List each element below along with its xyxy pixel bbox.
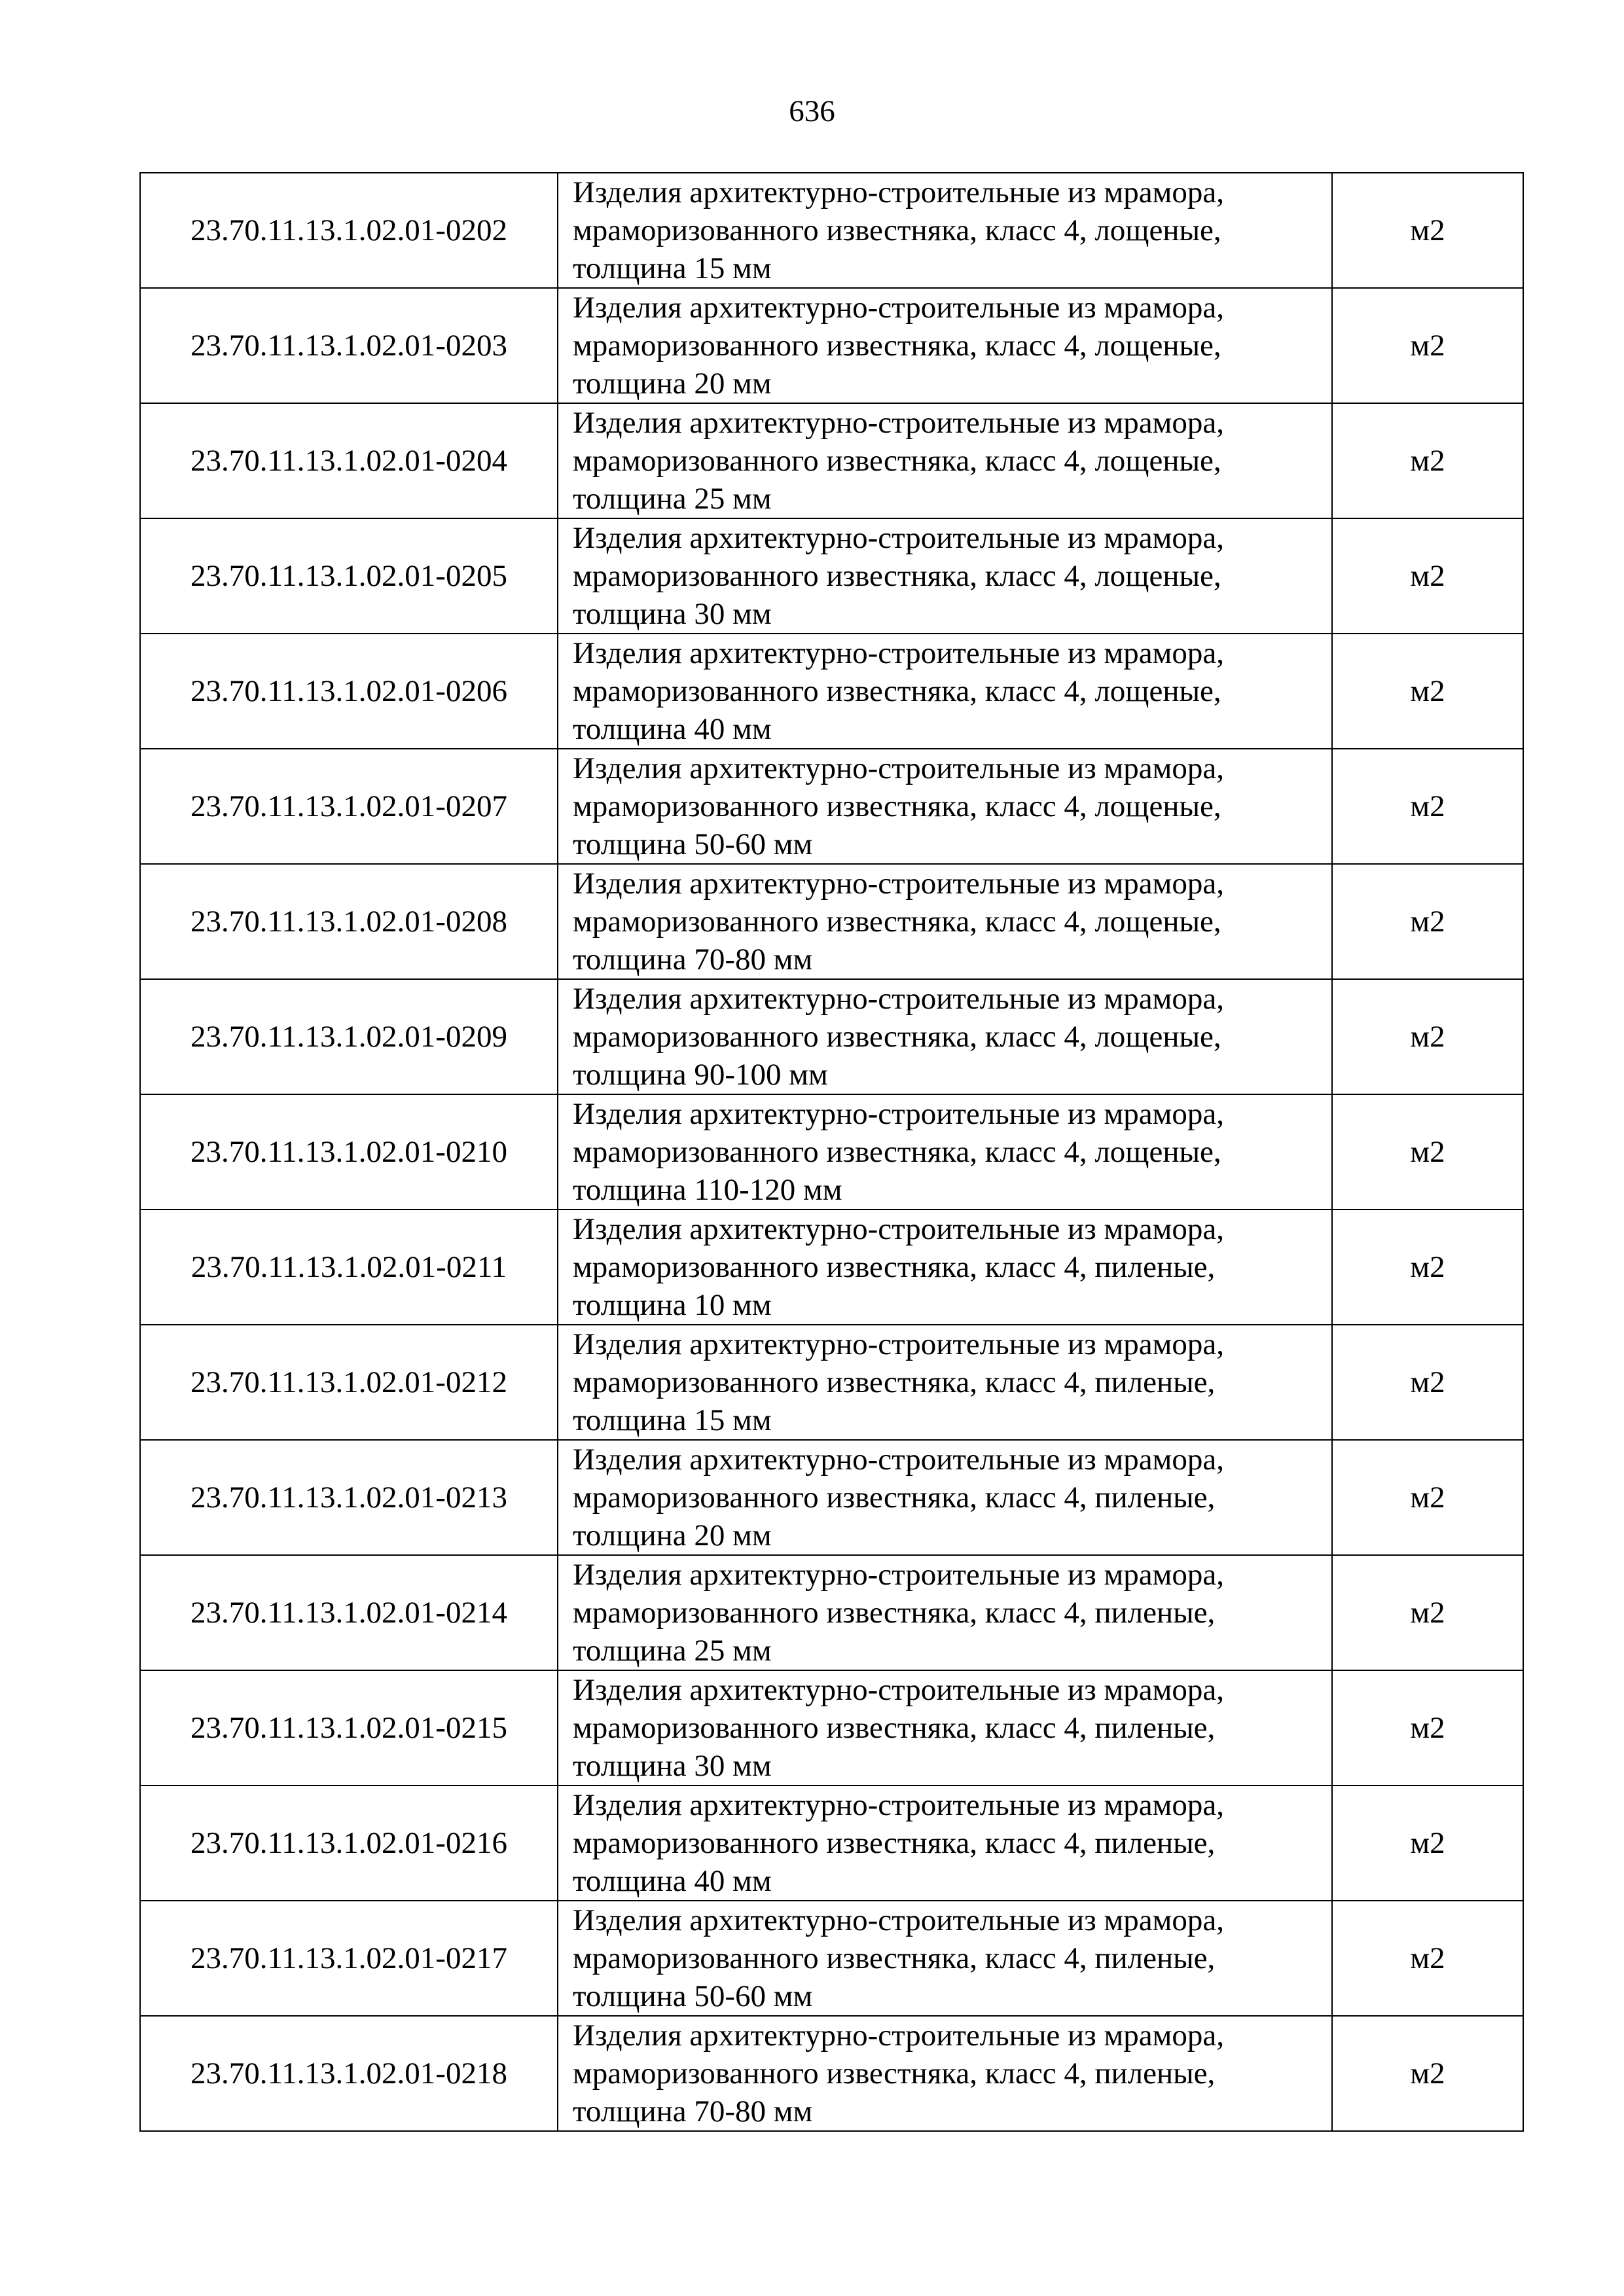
resource-name-line: толщина 15 мм bbox=[573, 1403, 772, 1437]
resource-name-line: толщина 70-80 мм bbox=[573, 942, 813, 977]
resource-name-line: толщина 25 мм bbox=[573, 1634, 772, 1668]
resource-name-line: мраморизованного известняка, класс 4, лощеные, bbox=[573, 329, 1221, 363]
table-row bbox=[140, 2016, 1523, 2131]
resource-code-cell: 23.70.11.13.1.02.01-0213 bbox=[140, 1440, 558, 1555]
table-row bbox=[140, 403, 1523, 518]
table-row bbox=[140, 979, 1523, 1094]
table-row bbox=[140, 1555, 1523, 1670]
table-row bbox=[140, 1901, 1523, 2016]
resource-name-line: толщина 50-60 мм bbox=[573, 827, 813, 861]
table-row bbox=[140, 864, 1523, 979]
resource-name-line: толщина 90-100 мм bbox=[573, 1058, 828, 1092]
resource-name-cell bbox=[558, 1440, 1332, 1555]
resource-name-cell bbox=[558, 288, 1332, 403]
resource-name-cell bbox=[558, 749, 1332, 864]
resource-name-cell bbox=[558, 1094, 1332, 1210]
resource-code-cell: 23.70.11.13.1.02.01-0211 bbox=[140, 1210, 558, 1325]
resource-name-line: мраморизованного известняка, класс 4, лощеные, bbox=[573, 213, 1221, 247]
resource-name-line: толщина 30 мм bbox=[573, 1749, 772, 1783]
resource-name-line: толщина 25 мм bbox=[573, 482, 772, 516]
unit-cell: м2 bbox=[1332, 979, 1523, 1094]
table-row bbox=[140, 1094, 1523, 1210]
table-row bbox=[140, 1325, 1523, 1440]
resource-name-line: мраморизованного известняка, класс 4, лощеные, bbox=[573, 1135, 1221, 1169]
resource-code-cell: 23.70.11.13.1.02.01-0210 bbox=[140, 1094, 558, 1210]
page-number: 636 bbox=[789, 94, 835, 128]
resource-code-cell: 23.70.11.13.1.02.01-0204 bbox=[140, 403, 558, 518]
resource-name-line: мраморизованного известняка, класс 4, пиленые, bbox=[573, 1480, 1216, 1515]
resource-code-cell: 23.70.11.13.1.02.01-0214 bbox=[140, 1555, 558, 1670]
resource-name-line: толщина 70-80 мм bbox=[573, 2094, 813, 2128]
resource-name-cell bbox=[558, 2016, 1332, 2131]
resource-name-line: Изделия архитектурно-строительные из мрамора, bbox=[573, 291, 1224, 325]
resource-name-line: Изделия архитектурно-строительные из мрамора, bbox=[573, 1558, 1224, 1592]
resource-name-line: мраморизованного известняка, класс 4, лощеные, bbox=[573, 444, 1221, 478]
resource-name-line: мраморизованного известняка, класс 4, лощеные, bbox=[573, 789, 1221, 823]
resource-name-cell bbox=[558, 1325, 1332, 1440]
resource-name-line: толщина 50-60 мм bbox=[573, 1979, 813, 2013]
resource-code-cell: 23.70.11.13.1.02.01-0218 bbox=[140, 2016, 558, 2131]
resource-name-line: мраморизованного известняка, класс 4, лощеные, bbox=[573, 905, 1221, 939]
table-row bbox=[140, 1785, 1523, 1901]
resource-name-line: мраморизованного известняка, класс 4, пиленые, bbox=[573, 1250, 1216, 1284]
resource-name-cell bbox=[558, 1210, 1332, 1325]
table-row bbox=[140, 1670, 1523, 1785]
resource-name-line: мраморизованного известняка, класс 4, пиленые, bbox=[573, 1596, 1216, 1630]
resource-name-line: Изделия архитектурно-строительные из мрамора, bbox=[573, 751, 1224, 785]
resource-name-line: Изделия архитектурно-строительные из мрамора, bbox=[573, 1212, 1224, 1246]
unit-cell: м2 bbox=[1332, 634, 1523, 749]
unit-cell: м2 bbox=[1332, 288, 1523, 403]
resource-code-cell: 23.70.11.13.1.02.01-0217 bbox=[140, 1901, 558, 2016]
resource-name-line: Изделия архитектурно-строительные из мрамора, bbox=[573, 406, 1224, 440]
unit-cell: м2 bbox=[1332, 1094, 1523, 1210]
resource-code-cell: 23.70.11.13.1.02.01-0215 bbox=[140, 1670, 558, 1785]
resource-name-line: Изделия архитектурно-строительные из мрамора, bbox=[573, 521, 1224, 555]
resource-name-cell bbox=[558, 1901, 1332, 2016]
resource-code-cell: 23.70.11.13.1.02.01-0208 bbox=[140, 864, 558, 979]
resource-code-cell: 23.70.11.13.1.02.01-0202 bbox=[140, 173, 558, 288]
resource-name-line: мраморизованного известняка, класс 4, лощеные, bbox=[573, 674, 1221, 708]
resource-name-line: Изделия архитектурно-строительные из мрамора, bbox=[573, 2018, 1224, 2053]
resource-name-line: Изделия архитектурно-строительные из мрамора, bbox=[573, 1673, 1224, 1707]
resource-name-cell bbox=[558, 1785, 1332, 1901]
table-row bbox=[140, 173, 1523, 288]
resource-code-cell: 23.70.11.13.1.02.01-0212 bbox=[140, 1325, 558, 1440]
unit-cell: м2 bbox=[1332, 1901, 1523, 2016]
resource-name-cell bbox=[558, 979, 1332, 1094]
resource-name-cell bbox=[558, 403, 1332, 518]
resource-name-line: мраморизованного известняка, класс 4, пиленые, bbox=[573, 2056, 1216, 2090]
resource-name-line: Изделия архитектурно-строительные из мрамора, bbox=[573, 1097, 1224, 1131]
resource-name-line: Изделия архитектурно-строительные из мрамора, bbox=[573, 867, 1224, 901]
unit-cell: м2 bbox=[1332, 1440, 1523, 1555]
resource-code-cell: 23.70.11.13.1.02.01-0207 bbox=[140, 749, 558, 864]
resource-name-line: мраморизованного известняка, класс 4, пиленые, bbox=[573, 1941, 1216, 1975]
table-row bbox=[140, 518, 1523, 634]
resource-name-line: мраморизованного известняка, класс 4, пиленые, bbox=[573, 1711, 1216, 1745]
table-row bbox=[140, 288, 1523, 403]
resource-name-cell bbox=[558, 173, 1332, 288]
resource-name-cell bbox=[558, 1670, 1332, 1785]
resource-name-line: толщина 40 мм bbox=[573, 1864, 772, 1898]
unit-cell: м2 bbox=[1332, 1670, 1523, 1785]
resource-name-line: Изделия архитектурно-строительные из мрамора, bbox=[573, 636, 1224, 670]
table-row bbox=[140, 1210, 1523, 1325]
unit-cell: м2 bbox=[1332, 2016, 1523, 2131]
unit-cell: м2 bbox=[1332, 864, 1523, 979]
unit-cell: м2 bbox=[1332, 1785, 1523, 1901]
resource-name-line: толщина 110-120 мм bbox=[573, 1173, 842, 1207]
unit-cell: м2 bbox=[1332, 403, 1523, 518]
resource-name-line: толщина 10 мм bbox=[573, 1288, 772, 1322]
unit-cell: м2 bbox=[1332, 1210, 1523, 1325]
table-row bbox=[140, 749, 1523, 864]
table-body bbox=[140, 173, 1523, 2131]
resource-name-line: мраморизованного известняка, класс 4, пиленые, bbox=[573, 1365, 1216, 1399]
resource-name-line: мраморизованного известняка, класс 4, лощеные, bbox=[573, 1020, 1221, 1054]
unit-cell: м2 bbox=[1332, 749, 1523, 864]
resource-code-cell: 23.70.11.13.1.02.01-0203 bbox=[140, 288, 558, 403]
resource-name-line: Изделия архитектурно-строительные из мрамора, bbox=[573, 1443, 1224, 1477]
resource-name-cell bbox=[558, 518, 1332, 634]
unit-cell: м2 bbox=[1332, 1325, 1523, 1440]
resource-table bbox=[139, 172, 1524, 2132]
resource-name-line: мраморизованного известняка, класс 4, пиленые, bbox=[573, 1826, 1216, 1860]
resource-name-cell bbox=[558, 864, 1332, 979]
unit-cell: м2 bbox=[1332, 1555, 1523, 1670]
unit-cell: м2 bbox=[1332, 518, 1523, 634]
resource-name-line: Изделия архитектурно-строительные из мрамора, bbox=[573, 1788, 1224, 1822]
resource-name-line: Изделия архитектурно-строительные из мрамора, bbox=[573, 1903, 1224, 1937]
resource-code-cell: 23.70.11.13.1.02.01-0205 bbox=[140, 518, 558, 634]
resource-name-line: толщина 20 мм bbox=[573, 1518, 772, 1552]
unit-cell: м2 bbox=[1332, 173, 1523, 288]
resource-code-cell: 23.70.11.13.1.02.01-0216 bbox=[140, 1785, 558, 1901]
table-row bbox=[140, 634, 1523, 749]
resource-name-line: Изделия архитектурно-строительные из мрамора, bbox=[573, 1327, 1224, 1361]
resource-name-line: Изделия архитектурно-строительные из мрамора, bbox=[573, 982, 1224, 1016]
resource-code-cell: 23.70.11.13.1.02.01-0209 bbox=[140, 979, 558, 1094]
resource-name-line: толщина 40 мм bbox=[573, 712, 772, 746]
resource-code-cell: 23.70.11.13.1.02.01-0206 bbox=[140, 634, 558, 749]
resource-name-line: толщина 15 мм bbox=[573, 251, 772, 285]
resource-name-line: толщина 20 мм bbox=[573, 367, 772, 401]
resource-name-line: мраморизованного известняка, класс 4, лощеные, bbox=[573, 559, 1221, 593]
resource-name-cell bbox=[558, 1555, 1332, 1670]
resource-name-line: Изделия архитектурно-строительные из мрамора, bbox=[573, 175, 1224, 209]
resource-name-cell bbox=[558, 634, 1332, 749]
table-row bbox=[140, 1440, 1523, 1555]
resource-name-line: толщина 30 мм bbox=[573, 597, 772, 631]
